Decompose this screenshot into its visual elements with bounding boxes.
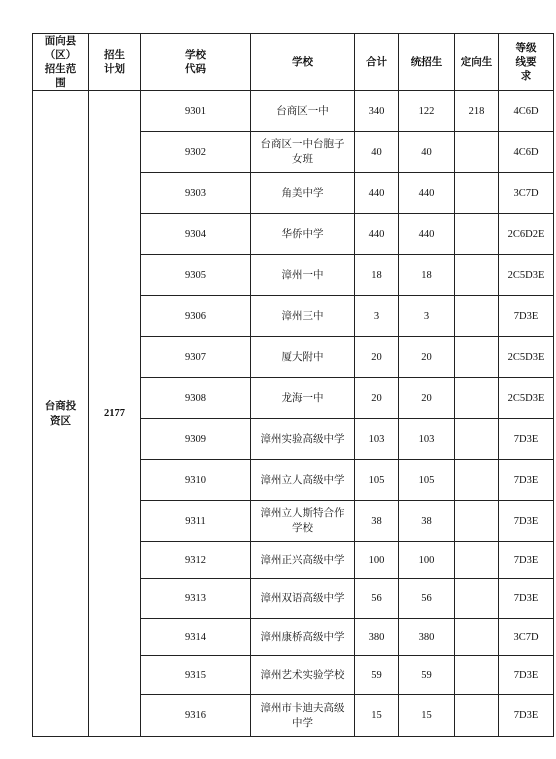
header-grade: 等级线要求: [499, 34, 554, 91]
area-cell: 台商投资区: [33, 91, 89, 737]
school-name-cell: 漳州立人高级中学: [251, 460, 355, 501]
total-cell: 59: [355, 656, 399, 695]
school-code-cell: 9315: [141, 656, 251, 695]
grade-requirement-cell: 7D3E: [499, 501, 554, 542]
targeted-cell: [455, 460, 499, 501]
grade-requirement-cell: 3C7D: [499, 173, 554, 214]
grade-requirement-cell: 2C5D3E: [499, 378, 554, 419]
total-cell: 3: [355, 296, 399, 337]
grade-requirement-cell: 4C6D: [499, 132, 554, 173]
unified-cell: 103: [399, 419, 455, 460]
grade-requirement-cell: 2C6D2E: [499, 214, 554, 255]
grade-requirement-cell: 3C7D: [499, 619, 554, 656]
unified-cell: 122: [399, 91, 455, 132]
targeted-cell: [455, 255, 499, 296]
grade-requirement-cell: 7D3E: [499, 296, 554, 337]
header-targeted: 定向生: [455, 34, 499, 91]
school-name-cell: 台商区一中: [251, 91, 355, 132]
unified-cell: 38: [399, 501, 455, 542]
unified-cell: 20: [399, 378, 455, 419]
plan-cell: 2177: [89, 91, 141, 737]
targeted-cell: [455, 542, 499, 579]
grade-requirement-cell: 7D3E: [499, 460, 554, 501]
grade-requirement-cell: 7D3E: [499, 656, 554, 695]
school-name-cell: 漳州康桥高级中学: [251, 619, 355, 656]
school-code-cell: 9312: [141, 542, 251, 579]
school-name-cell: 漳州三中: [251, 296, 355, 337]
school-code-cell: 9306: [141, 296, 251, 337]
grade-requirement-cell: 4C6D: [499, 91, 554, 132]
unified-cell: 440: [399, 173, 455, 214]
unified-cell: 105: [399, 460, 455, 501]
total-cell: 100: [355, 542, 399, 579]
school-code-cell: 9305: [141, 255, 251, 296]
admission-table: [32, 33, 554, 737]
targeted-cell: [455, 132, 499, 173]
header-unified: 统招生: [399, 34, 455, 91]
targeted-cell: [455, 378, 499, 419]
school-code-cell: 9303: [141, 173, 251, 214]
school-name-cell: 厦大附中: [251, 337, 355, 378]
unified-cell: 18: [399, 255, 455, 296]
targeted-cell: [455, 173, 499, 214]
header-total: 合计: [355, 34, 399, 91]
total-cell: 56: [355, 579, 399, 619]
total-cell: 105: [355, 460, 399, 501]
school-code-cell: 9310: [141, 460, 251, 501]
grade-requirement-cell: 7D3E: [499, 542, 554, 579]
table-body: [33, 91, 554, 737]
school-name-cell: 漳州双语高级中学: [251, 579, 355, 619]
school-name-cell: 华侨中学: [251, 214, 355, 255]
unified-cell: 440: [399, 214, 455, 255]
total-cell: 18: [355, 255, 399, 296]
header-school: 学校: [251, 34, 355, 91]
targeted-cell: 218: [455, 91, 499, 132]
header-plan: 招生计划: [89, 34, 141, 91]
unified-cell: 56: [399, 579, 455, 619]
targeted-cell: [455, 619, 499, 656]
unified-cell: 20: [399, 337, 455, 378]
targeted-cell: [455, 296, 499, 337]
school-code-cell: 9314: [141, 619, 251, 656]
school-code-cell: 9301: [141, 91, 251, 132]
grade-requirement-cell: 7D3E: [499, 695, 554, 737]
school-code-cell: 9304: [141, 214, 251, 255]
targeted-cell: [455, 656, 499, 695]
school-name-cell: 漳州一中: [251, 255, 355, 296]
header-row: [33, 34, 554, 91]
total-cell: 20: [355, 378, 399, 419]
total-cell: 103: [355, 419, 399, 460]
school-code-cell: 9309: [141, 419, 251, 460]
school-name-cell: 角美中学: [251, 173, 355, 214]
unified-cell: 15: [399, 695, 455, 737]
grade-requirement-cell: 2C5D3E: [499, 255, 554, 296]
unified-cell: 3: [399, 296, 455, 337]
header-code: 学校代码: [141, 34, 251, 91]
school-code-cell: 9307: [141, 337, 251, 378]
school-name-cell: 漳州立人斯特合作学校: [251, 501, 355, 542]
school-code-cell: 9311: [141, 501, 251, 542]
total-cell: 380: [355, 619, 399, 656]
school-code-cell: 9308: [141, 378, 251, 419]
unified-cell: 40: [399, 132, 455, 173]
header-area: 面向县（区）招生范围: [33, 34, 89, 91]
total-cell: 20: [355, 337, 399, 378]
total-cell: 440: [355, 173, 399, 214]
total-cell: 440: [355, 214, 399, 255]
total-cell: 40: [355, 132, 399, 173]
table-row: [33, 91, 554, 132]
school-name-cell: 漳州正兴高级中学: [251, 542, 355, 579]
school-code-cell: 9302: [141, 132, 251, 173]
unified-cell: 59: [399, 656, 455, 695]
school-name-cell: 龙海一中: [251, 378, 355, 419]
total-cell: 38: [355, 501, 399, 542]
targeted-cell: [455, 501, 499, 542]
grade-requirement-cell: 7D3E: [499, 419, 554, 460]
school-name-cell: 漳州艺术实验学校: [251, 656, 355, 695]
unified-cell: 100: [399, 542, 455, 579]
targeted-cell: [455, 579, 499, 619]
school-name-cell: 漳州实验高级中学: [251, 419, 355, 460]
school-name-cell: 台商区一中台胞子女班: [251, 132, 355, 173]
school-code-cell: 9313: [141, 579, 251, 619]
targeted-cell: [455, 695, 499, 737]
total-cell: 15: [355, 695, 399, 737]
targeted-cell: [455, 214, 499, 255]
unified-cell: 380: [399, 619, 455, 656]
grade-requirement-cell: 2C5D3E: [499, 337, 554, 378]
school-code-cell: 9316: [141, 695, 251, 737]
school-name-cell: 漳州市卡迪夫高级中学: [251, 695, 355, 737]
targeted-cell: [455, 337, 499, 378]
targeted-cell: [455, 419, 499, 460]
total-cell: 340: [355, 91, 399, 132]
grade-requirement-cell: 7D3E: [499, 579, 554, 619]
